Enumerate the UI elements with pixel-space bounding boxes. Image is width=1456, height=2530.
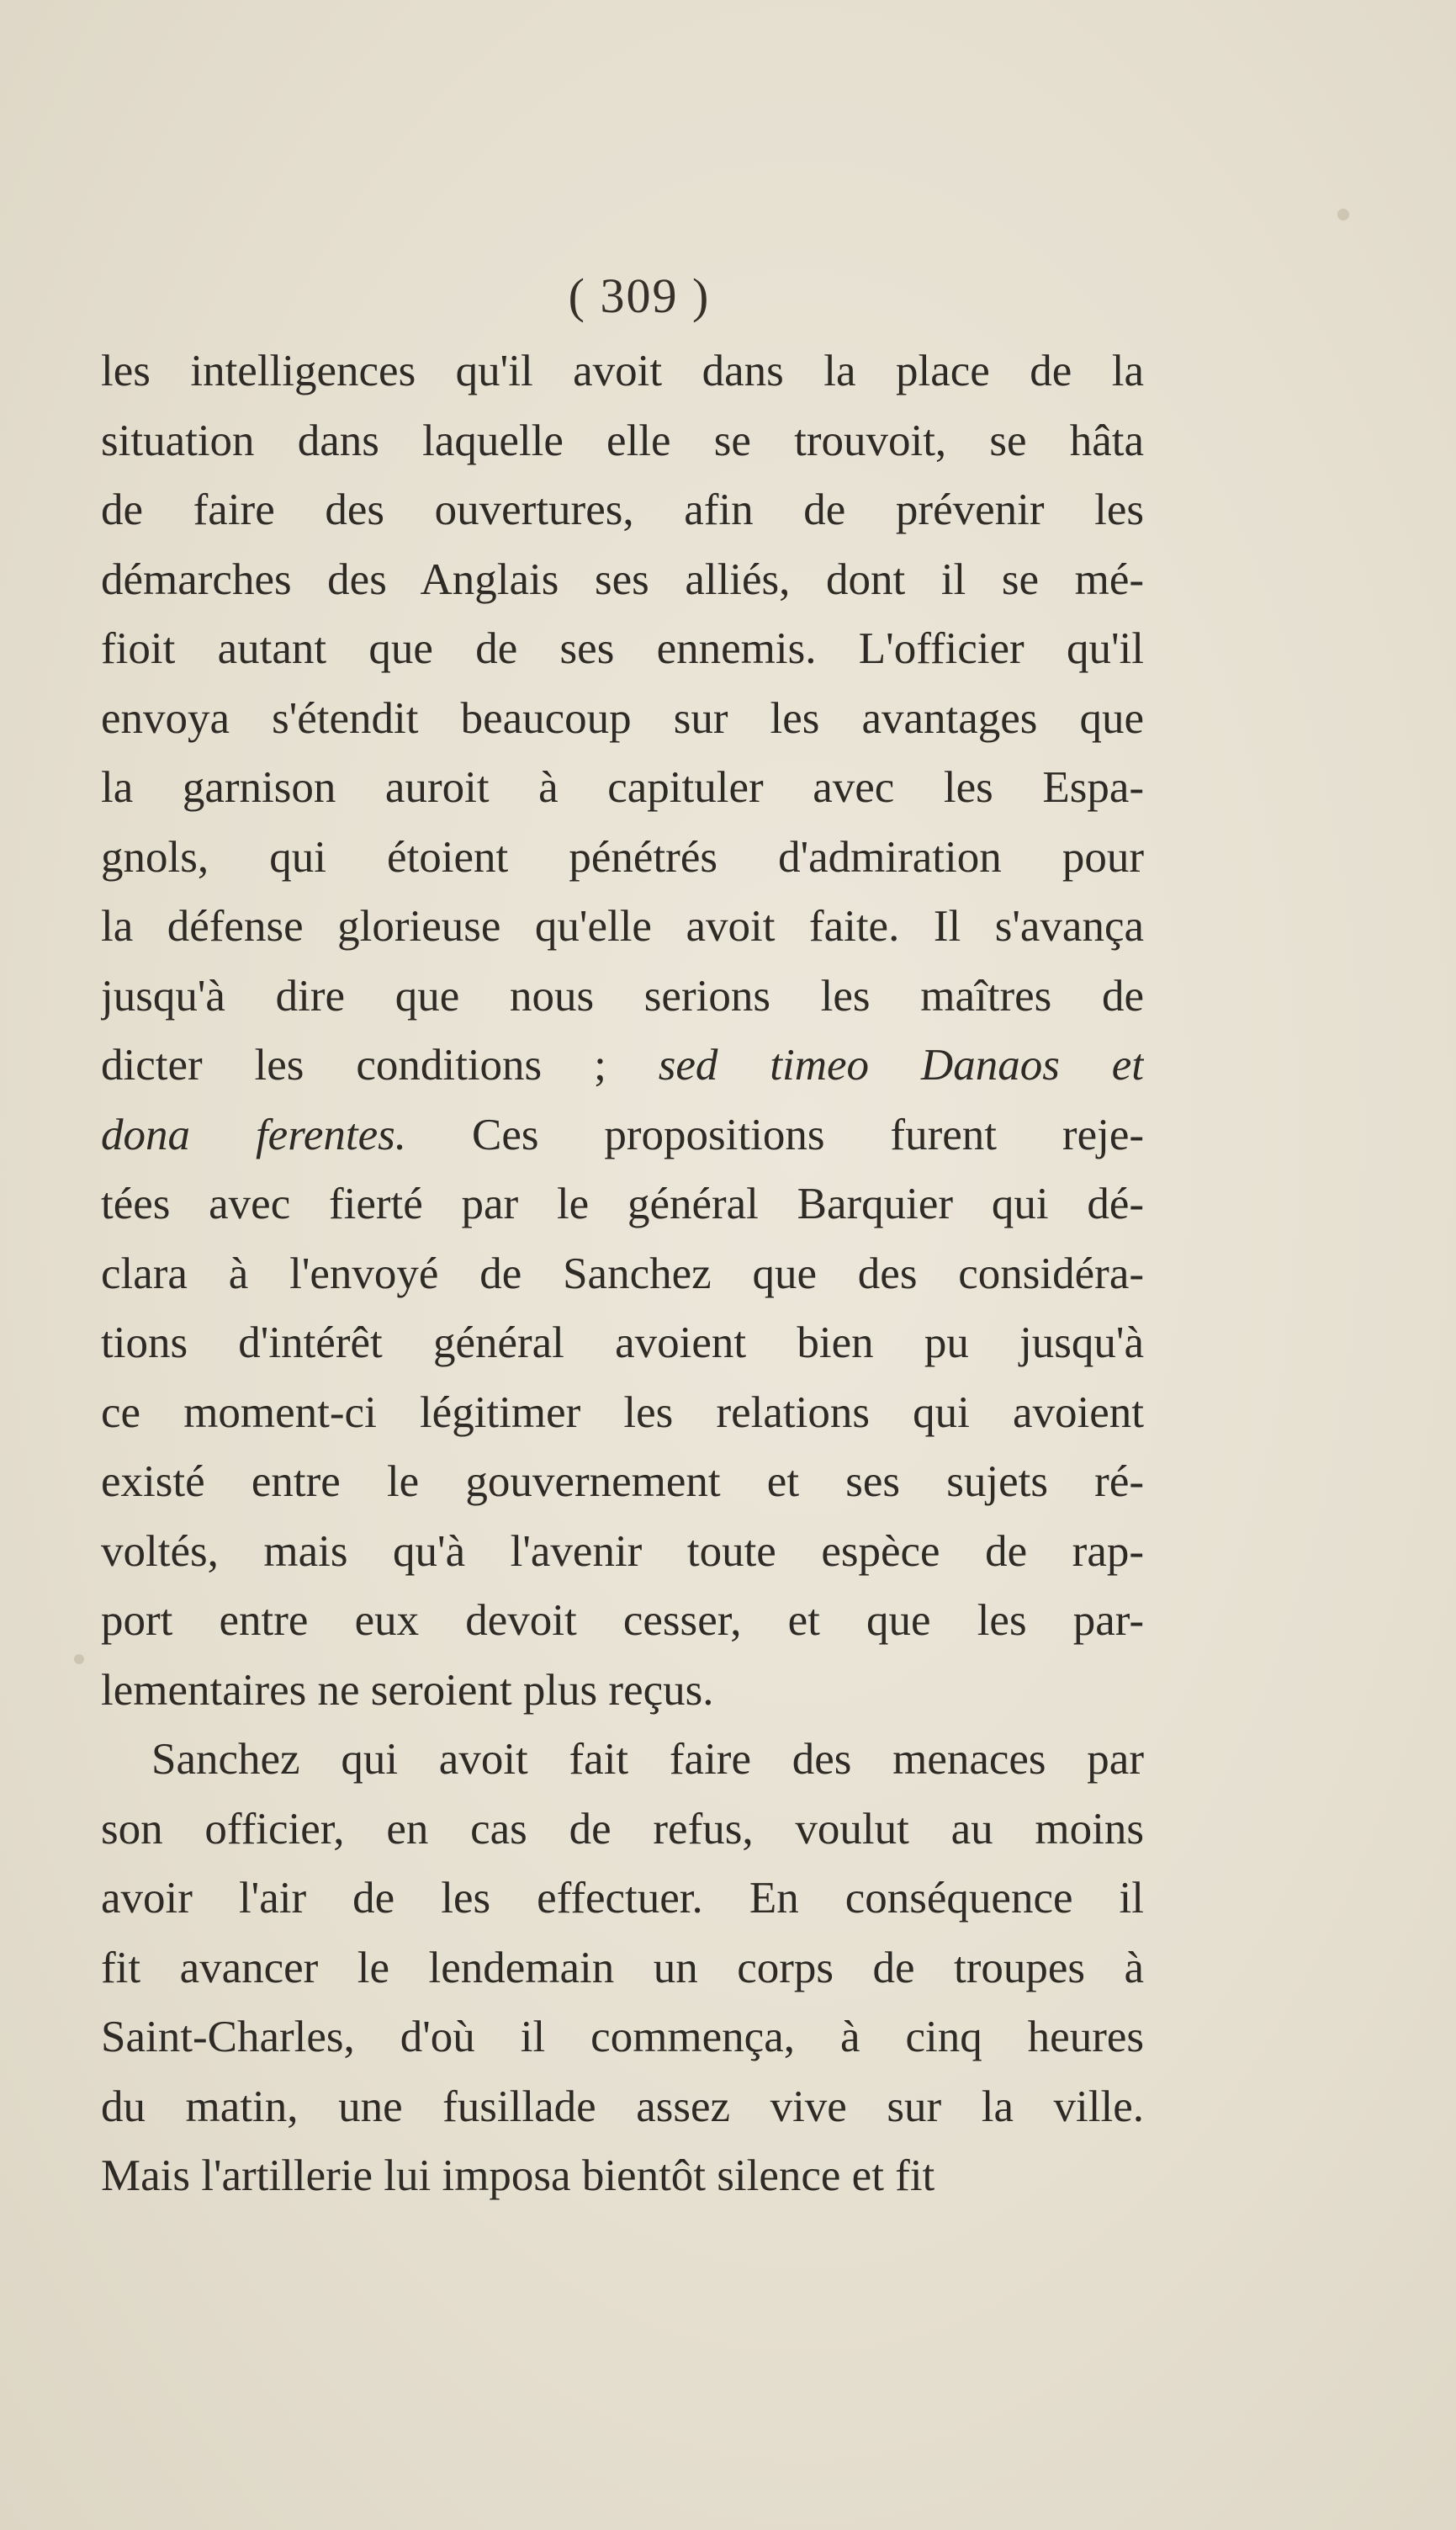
text-line: [101, 1447, 1144, 1517]
text-line: [101, 2141, 1144, 2211]
italic-text: dona ferentes.: [101, 1110, 407, 1159]
text-run: son officier, en cas de refus, voulut au moins: [101, 1804, 1144, 1854]
paragraph: [101, 1725, 1144, 2211]
text-run: de faire des ouvertures, afin de prévenir les: [101, 485, 1144, 534]
text-line: [101, 475, 1144, 545]
text-run: la garnison auroit à capituler avec les Espa-: [101, 763, 1144, 812]
text-line: [101, 1308, 1144, 1378]
text-run: Mais l'artillerie lui imposa bientôt silence et fit: [101, 2151, 935, 2200]
text-line: [101, 1031, 1144, 1101]
text-line: [101, 684, 1144, 754]
text-line: [101, 337, 1144, 406]
text-run: jusqu'à dire que nous serions les maîtres de: [101, 971, 1144, 1021]
text-line: [101, 1378, 1144, 1448]
text-line: [101, 1864, 1144, 1933]
paper-spot: [1337, 209, 1349, 220]
text-line: [101, 823, 1144, 893]
body-text: [101, 337, 1144, 2211]
text-run: avoir l'air de les effectuer. En conséquence il: [101, 1874, 1144, 1923]
text-run: Sanchez qui avoit fait faire des menaces par: [151, 1735, 1144, 1784]
text-run: du matin, une fusillade assez vive sur la ville.: [101, 2082, 1144, 2131]
text-run: existé entre le gouvernement et ses sujets ré-: [101, 1457, 1144, 1506]
text-run: Ces propositions furent reje-: [406, 1110, 1144, 1159]
text-run: la défense glorieuse qu'elle avoit faite. Il s'avança: [101, 902, 1144, 951]
paragraph: [101, 337, 1144, 1725]
text-run: port entre eux devoit cesser, et que les par-: [101, 1596, 1144, 1645]
text-line: [101, 1933, 1144, 2003]
text-line: [101, 406, 1144, 476]
text-run: tions d'intérêt général avoient bien pu jusqu'à: [101, 1318, 1144, 1367]
text-run: voltés, mais qu'à l'avenir toute espèce de rap-: [101, 1526, 1144, 1576]
text-line: [101, 1586, 1144, 1656]
text-line: [101, 962, 1144, 1032]
text-run: tées avec fierté par le général Barquier qui dé-: [101, 1180, 1144, 1228]
text-run: situation dans laquelle elle se trouvoit, se hâta: [101, 416, 1144, 465]
text-run: gnols, qui étoient pénétrés d'admiration pour: [101, 832, 1144, 882]
text-line: [101, 1239, 1144, 1309]
text-line: [101, 753, 1144, 823]
text-line: [101, 892, 1144, 962]
page-number: ( 309 ): [568, 268, 711, 323]
text-line: [101, 545, 1144, 615]
text-line: [101, 1656, 1144, 1726]
text-run: fit avancer le lendemain un corps de troupes à: [101, 1943, 1144, 1992]
text-run: Saint-Charles, d'où il commença, à cinq heures: [101, 2013, 1144, 2061]
text-line: [101, 1170, 1144, 1239]
text-run: lementaires ne seroient plus reçus.: [101, 1665, 714, 1715]
text-run: fioit autant que de ses ennemis. L'officier qu'il: [101, 624, 1144, 673]
text-line: [101, 1795, 1144, 1864]
text-line: [101, 2002, 1144, 2072]
text-line: [101, 2072, 1144, 2142]
text-run: démarches des Anglais ses alliés, dont il se mé-: [101, 554, 1144, 604]
text-run: ce moment-ci légitimer les relations qui avoient: [101, 1387, 1144, 1437]
text-run: clara à l'envoyé de Sanchez que des considéra-: [101, 1249, 1144, 1298]
text-run: les intelligences qu'il avoit dans la place de la: [101, 347, 1144, 395]
text-line: [101, 614, 1144, 684]
paper-spot: [74, 1654, 84, 1664]
text-line: [101, 1517, 1144, 1587]
text-line: [101, 1101, 1144, 1170]
italic-text: sed timeo Danaos et: [658, 1041, 1144, 1090]
text-run: dicter les conditions ;: [101, 1041, 659, 1090]
text-line: [101, 1725, 1144, 1795]
text-run: envoya s'étendit beaucoup sur les avantages que: [101, 693, 1144, 743]
